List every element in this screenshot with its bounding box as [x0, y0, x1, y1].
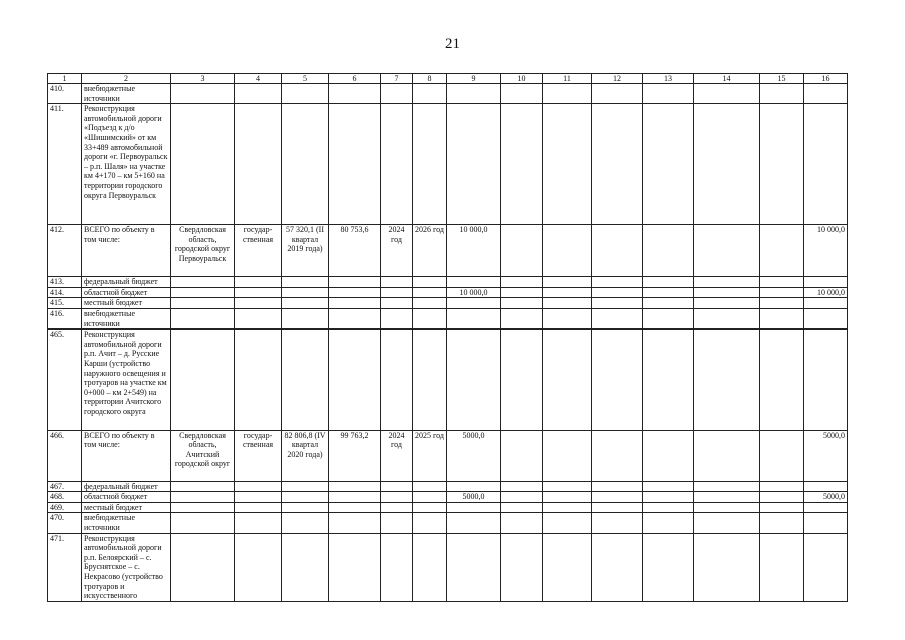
- header-cell: 12: [592, 74, 643, 84]
- header-cell: 9: [447, 74, 501, 84]
- current-cost-cell: 99 763,2: [329, 430, 381, 481]
- row-number: 466.: [48, 430, 82, 481]
- header-cell: 1: [48, 74, 82, 84]
- row-number: 411.: [48, 104, 82, 225]
- start-year-cell: 2024 год: [381, 430, 413, 481]
- amount-col9-cell: 10 000,0: [447, 225, 501, 277]
- estimated-cost-cell: 57 320,1 (II квартал 2019 года): [282, 225, 329, 277]
- row-number: 416.: [48, 308, 82, 329]
- row-number: 469.: [48, 502, 82, 513]
- row-name: внебюджетные источники: [82, 513, 171, 533]
- amount-col9-cell: 5000,0: [447, 492, 501, 503]
- start-year-cell: 2024 год: [381, 225, 413, 277]
- header-cell: 13: [643, 74, 694, 84]
- investment-table: [47, 73, 848, 602]
- table-row: [48, 481, 848, 492]
- row-number: 414.: [48, 287, 82, 298]
- row-name: федеральный бюджет: [82, 481, 171, 492]
- object-name: Реконструкция автомобильной дороги «Подъезд к д/о «Шишимский» от км 33+489 автомобильной дороги «г. Первоуральск – р.п. Шаля» на участке км 4+170 – км 5+160 на территории городского округа Первоуральск: [82, 104, 171, 225]
- table-row: [48, 225, 848, 277]
- header-cell: 16: [804, 74, 848, 84]
- table-row: [48, 430, 848, 481]
- amount-col9-cell: 5000,0: [447, 430, 501, 481]
- table-row: [48, 84, 848, 104]
- amount-col9-cell: 10 000,0: [447, 287, 501, 298]
- table-row: [48, 104, 848, 225]
- table-row: [48, 308, 848, 329]
- estimated-cost-cell: 82 806,8 (IV квартал 2020 года): [282, 430, 329, 481]
- table-row: [48, 287, 848, 298]
- header-cell: 3: [171, 74, 235, 84]
- row-number: 413.: [48, 277, 82, 288]
- table-row: [48, 533, 848, 601]
- header-cell: 4: [235, 74, 282, 84]
- amount-col16-cell: 5000,0: [804, 492, 848, 503]
- row-name: областной бюджет: [82, 492, 171, 503]
- header-cell: 15: [760, 74, 804, 84]
- row-number: 467.: [48, 481, 82, 492]
- object-name: Реконструкция автомобильной дороги р.п. Ачит – д. Русские Карши (устройство наружного освещения и тротуаров на участке км 0+000 – км 2+549) на территории Ачитского городского округа: [82, 329, 171, 430]
- row-number: 410.: [48, 84, 82, 104]
- ownership-cell: государ-ственная: [235, 430, 282, 481]
- amount-col16-cell: 5000,0: [804, 430, 848, 481]
- row-number: 412.: [48, 225, 82, 277]
- row-name: внебюджетные источники: [82, 84, 171, 104]
- row-name: внебюджетные источники: [82, 308, 171, 329]
- row-number: 465.: [48, 329, 82, 430]
- amount-col16-cell: 10 000,0: [804, 225, 848, 277]
- table-row: [48, 513, 848, 533]
- header-cell: 5: [282, 74, 329, 84]
- table-row: [48, 502, 848, 513]
- end-year-cell: 2025 год: [413, 430, 447, 481]
- table-row: [48, 492, 848, 503]
- ownership-cell: государ-ственная: [235, 225, 282, 277]
- row-name: местный бюджет: [82, 298, 171, 309]
- location-cell: Свердловская область, Ачитский городской округ: [171, 430, 235, 481]
- amount-col16-cell: 10 000,0: [804, 287, 848, 298]
- header-cell: 14: [694, 74, 760, 84]
- row-name: федеральный бюджет: [82, 277, 171, 288]
- row-number: 470.: [48, 513, 82, 533]
- table-row: [48, 329, 848, 430]
- header-cell: 2: [82, 74, 171, 84]
- end-year-cell: 2026 год: [413, 225, 447, 277]
- header-cell: 8: [413, 74, 447, 84]
- header-cell: 10: [501, 74, 543, 84]
- row-name: ВСЕГО по объекту в том числе:: [82, 430, 171, 481]
- page-number: 21: [445, 36, 460, 52]
- row-name: областной бюджет: [82, 287, 171, 298]
- row-name: ВСЕГО по объекту в том числе:: [82, 225, 171, 277]
- object-name: Реконструкция автомобильной дороги р.п. Белоярский – с. Бруснятское – с. Некрасово (устройство тротуаров и искусственного: [82, 533, 171, 601]
- row-number: 471.: [48, 533, 82, 601]
- location-cell: Свердловская область, городской округ Первоуральск: [171, 225, 235, 277]
- header-cell: 6: [329, 74, 381, 84]
- table-row: [48, 298, 848, 309]
- row-number: 415.: [48, 298, 82, 309]
- row-name: местный бюджет: [82, 502, 171, 513]
- row-number: 468.: [48, 492, 82, 503]
- current-cost-cell: 80 753,6: [329, 225, 381, 277]
- header-cell: 11: [543, 74, 592, 84]
- column-number-row: [48, 74, 848, 84]
- header-cell: 7: [381, 74, 413, 84]
- table-row: [48, 277, 848, 288]
